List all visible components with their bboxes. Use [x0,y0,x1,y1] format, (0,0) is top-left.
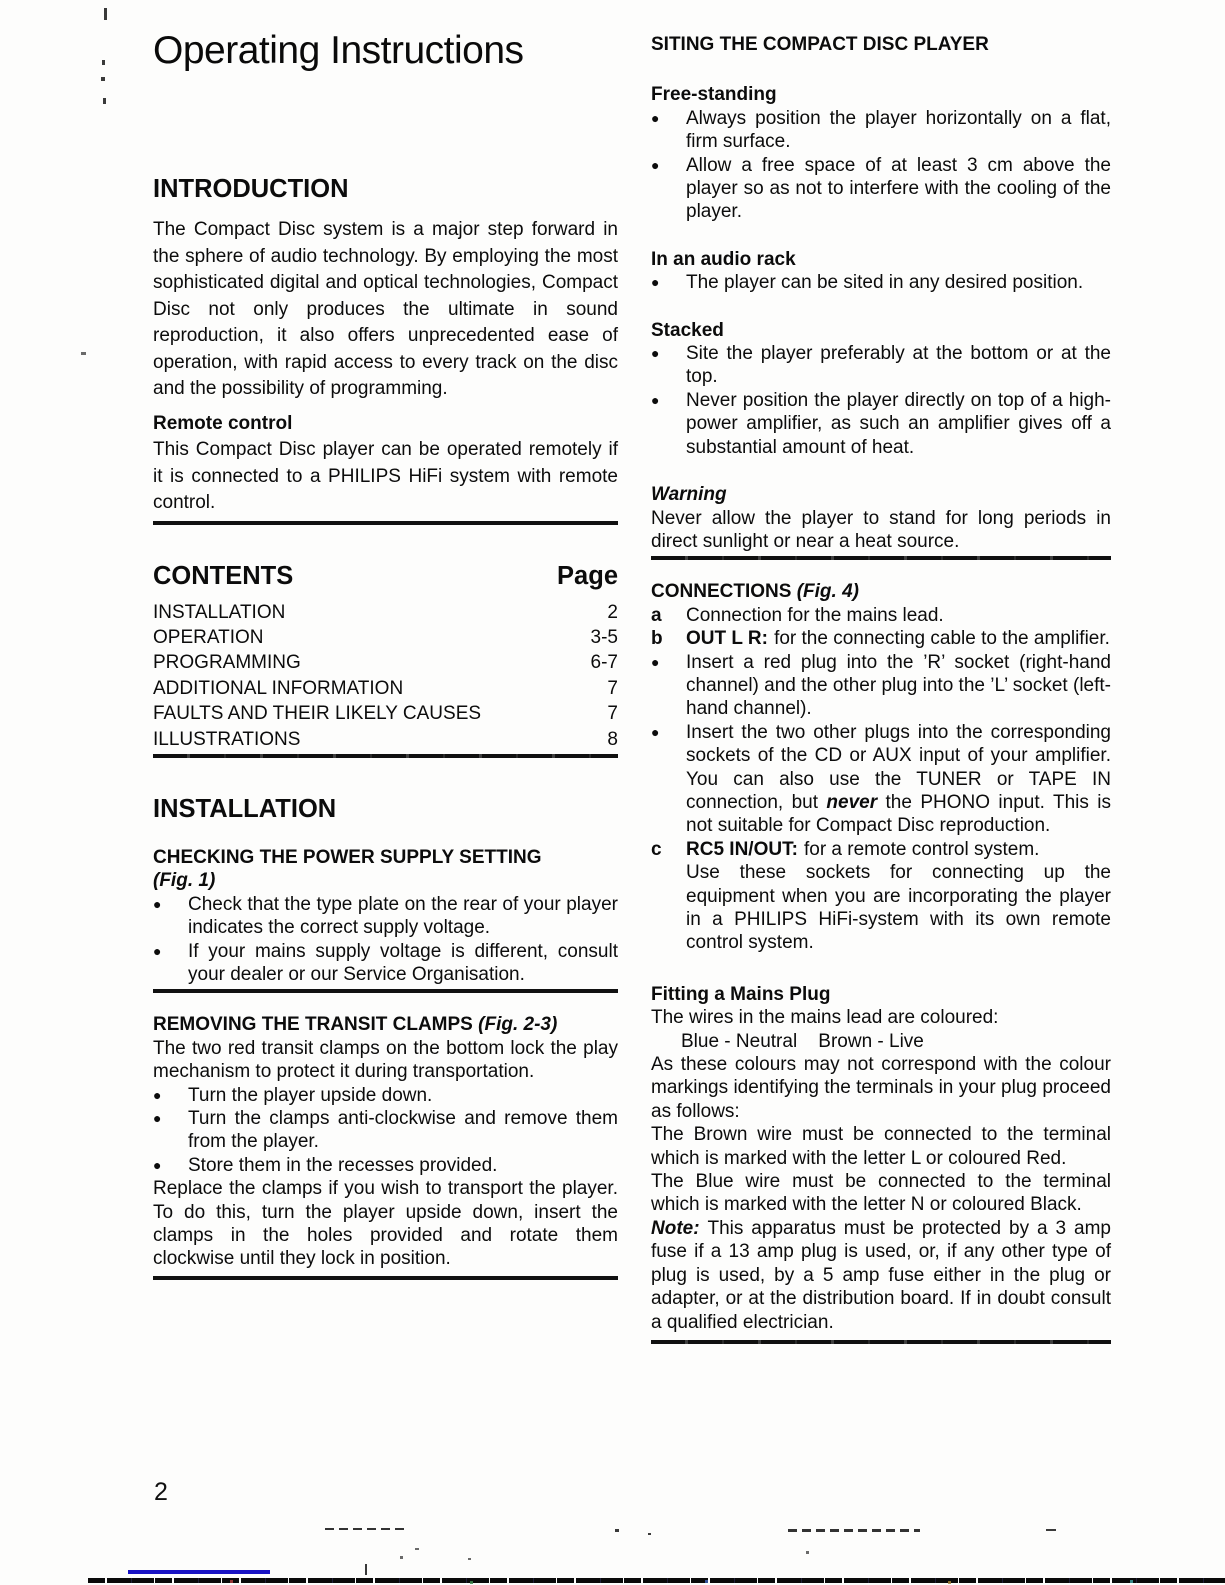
toc-row [153,701,618,726]
bullet-icon: ● [651,274,660,291]
bullet-text-post: the PHONO input. This is not suitable for Compact Disc reproduction. [686,791,1112,837]
bullet-icon: ● [651,109,660,126]
table-of-contents [153,600,618,752]
scan-speck [415,1548,419,1550]
bullet-text: Allow a free space of at least 3 cm above the player so as not to interfere with the cooling of the player. [686,154,1111,223]
divider-rule [153,989,618,993]
bullet-item [153,940,618,987]
toc-page: 8 [607,728,618,750]
contents-page-label: Page [557,561,618,590]
checking-power-heading: CHECKING THE POWER SUPPLY SETTING [153,846,542,868]
page-bottom-edge [88,1578,1225,1583]
warning-heading: Warning [651,484,727,506]
item-body: for the connecting cable to the amplifier. [774,628,1110,650]
bullet-icon: ● [651,723,660,740]
bullet-item [153,893,618,940]
page-title: Operating Instructions [153,29,524,72]
scan-speck [81,352,86,355]
bullet-text: Always position the player horizontally on a flat, firm surface. [686,107,1111,153]
right-column [651,0,1111,1344]
checking-power-fig-ref: (Fig. 1) [153,870,216,892]
bullet-icon: ● [153,1110,162,1126]
scan-color-speck [705,1580,708,1583]
divider-rule [651,1340,1111,1344]
item-text [686,627,1111,650]
bullet-text: Never position the player directly on top of a high-power amplifier, as such an amplifier gives off a substantial amount of heat. [686,389,1111,458]
bullet-text-emphasis: never [826,791,878,813]
item-letter: a [651,604,662,626]
bullet-icon: ● [651,391,660,408]
bullet-item [153,1154,618,1177]
bullet-text: The player can be sited in any desired position. [686,272,1084,294]
item-bold-label: RC5 IN/OUT: [686,838,798,860]
scan-speck [1046,1529,1056,1531]
bullet-icon: ● [153,1156,162,1173]
mains-plug-para2: The Brown wire must be connected to the terminal which is marked with the letter L or coloured Red. [651,1124,1111,1169]
bullet-item [651,154,1111,224]
removing-clamps-heading [153,1013,618,1036]
rc5-description: Use these sockets for connecting up the equipment when you are incorporating the player in a PHILIPS HiFi-system with its own remote control system. [686,862,1111,954]
toc-label: ADDITIONAL INFORMATION [153,677,404,699]
removing-clamps-outro: Replace the clamps if you wish to transport the player. To do this, turn the player upside down, insert the clamps in the holes provided and rotate them clockwise until they lock in position. [153,1178,618,1270]
siting-heading: SITING THE COMPACT DISC PLAYER [651,34,989,55]
lettered-item-c [651,838,1111,861]
item-text: Connection for the mains lead. [686,604,944,626]
remote-control-paragraph: This Compact Disc player can be operated remotely if it is connected to a PHILIPS HiFi system with remote control. [153,439,618,513]
scan-dash-mark [325,1528,407,1530]
bullet-text: Turn the clamps anti-clockwise and remove them from the player. [188,1108,618,1153]
introduction-paragraph: The Compact Disc system is a major step forward in the sphere of audio technology. By employing the most sophisticated digital and optical technologies, Compact Disc not only produces the ultimate in sound reproduction, it also offers unprecedented ease of operation, with rapid access to every track on the disc and the possibility of programming. [153,219,618,399]
scan-speck [615,1529,619,1532]
bullet-icon: ● [153,1086,162,1103]
blue-underline-mark [128,1570,270,1574]
toc-row [153,676,618,701]
removing-clamps-fig-ref: (Fig. 2-3) [478,1014,558,1036]
note-body: This apparatus must be protected by a 3 amp fuse if a 13 amp plug is used, or, if any other type of plug is used, by a 5 amp fuse either in the plug or adapter, or at the distribution board. If in doubt consult a qualified electrician. [651,1217,1111,1333]
bullet-item [153,1107,618,1154]
bullet-item [153,1084,618,1107]
toc-label: PROGRAMMING [153,652,301,674]
page-number: 2 [154,1478,168,1506]
audio-rack-heading: In an audio rack [651,248,796,270]
bullet-icon: ● [651,345,660,362]
toc-label: ILLUSTRATIONS [153,728,301,750]
toc-row [153,727,618,752]
toc-page: 7 [607,703,618,725]
bullet-text: If your mains supply voltage is different, consult your dealer or our Service Organisation. [188,940,618,985]
left-column [153,0,618,1280]
contents-header [153,561,618,591]
divider-rule [153,754,618,758]
bullet-text: Turn the player upside down. [188,1084,433,1106]
bullet-icon: ● [651,156,660,173]
mains-plug-heading: Fitting a Mains Plug [651,983,831,1005]
bullet-text: Store them in the recesses provided. [188,1154,498,1176]
toc-row [153,600,618,625]
contents-heading: CONTENTS [153,561,294,590]
toc-page: 3-5 [590,626,618,648]
bullet-icon: ● [153,942,162,959]
connections-heading [651,580,1111,603]
item-text [686,838,1111,861]
scan-speck [806,1551,809,1554]
remote-control-heading: Remote control [153,412,293,434]
bullet-item [651,389,1111,459]
item-body: for a remote control system. [803,838,1040,860]
bullet-item [651,107,1111,154]
scan-speck [400,1556,403,1559]
removing-clamps-intro: The two red transit clamps on the bottom lock the play mechanism to protect it during transportation. [153,1037,618,1083]
bullet-text [686,721,1111,838]
toc-row [153,650,618,675]
bullet-text: Check that the type plate on the rear of your player indicates the correct supply voltage. [188,893,618,939]
free-standing-heading: Free-standing [651,84,777,106]
scan-speck [103,98,106,104]
bullet-item [651,342,1111,389]
scan-speck [101,77,105,81]
introduction-heading: INTRODUCTION [153,175,349,203]
toc-page: 2 [607,601,618,623]
installation-heading: INSTALLATION [153,794,337,823]
divider-rule [651,556,1111,560]
toc-label: FAULTS AND THEIR LIKELY CAUSES [153,703,482,725]
mains-plug-note [651,1217,1111,1334]
item-letter: b [651,628,663,650]
item-letter: c [651,838,662,860]
item-bold-label: OUT L R: [686,628,768,650]
scan-color-speck [1130,1580,1133,1583]
bullet-icon: ● [651,653,660,670]
toc-page: 6-7 [590,652,618,674]
toc-row [153,625,618,650]
toc-page: 7 [607,677,618,699]
bullet-text-pre: Insert the two other plugs into the corresponding sockets of the CD or AUX input of your amplifier. You can also use the TUNER or TAPE IN connection, but [686,721,1111,813]
bullet-item [651,651,1111,721]
toc-label: OPERATION [153,626,264,648]
scan-speck [468,1558,471,1560]
lettered-item-a [651,604,1111,627]
bullet-item [651,721,1111,838]
mains-plug-para1: As these colours may not correspond with the colour markings identifying the terminals in your plug proceed as follows: [651,1054,1111,1122]
lettered-item-b [651,627,1111,650]
bullet-text: Insert a red plug into the ’R’ socket (right-hand channel) and the other plug into the ’L’ socket (left-hand channel). [686,651,1111,720]
removing-clamps-title: REMOVING THE TRANSIT CLAMPS [153,1014,473,1036]
bullet-text: Site the player preferably at the bottom or at the top. [686,343,1111,388]
scan-color-speck [470,1581,473,1584]
bullet-item [651,271,1111,294]
scan-speck [104,8,107,20]
scan-speck [648,1533,651,1535]
scan-color-speck [230,1580,233,1583]
connections-fig-ref: (Fig. 4) [796,581,859,603]
divider-rule [153,521,618,525]
connections-title: CONNECTIONS [651,581,792,603]
note-label: Note: [651,1217,708,1239]
warning-paragraph: Never allow the player to stand for long periods in direct sunlight or near a heat source. [651,507,1111,552]
toc-label: INSTALLATION [153,601,286,623]
divider-rule [153,1276,618,1280]
scan-dash-mark [788,1529,920,1532]
bullet-icon: ● [153,895,162,912]
mains-plug-para3: The Blue wire must be connected to the terminal which is marked with the letter N or coloured Black. [651,1171,1111,1216]
scan-speck [365,1564,367,1575]
mains-plug-line1: The wires in the mains lead are coloured: [651,1007,999,1029]
scan-color-speck [948,1581,951,1584]
wire-colour-line: Blue - Neutral Brown - Live [681,1030,924,1052]
scan-speck [102,60,105,65]
stacked-heading: Stacked [651,319,724,341]
